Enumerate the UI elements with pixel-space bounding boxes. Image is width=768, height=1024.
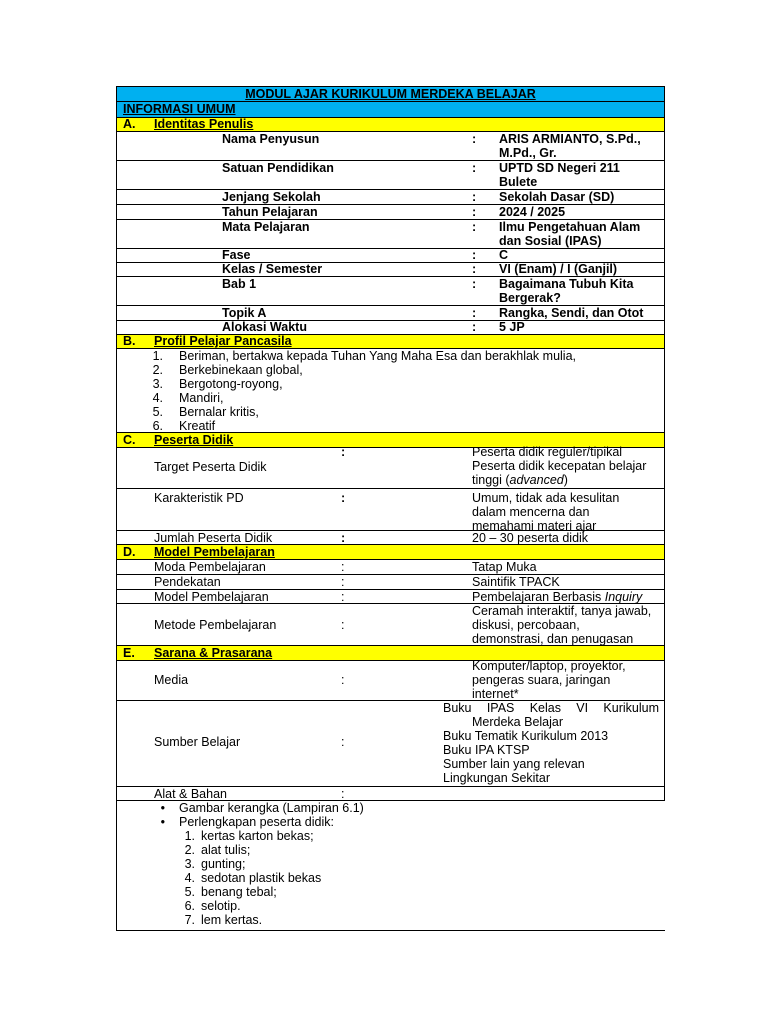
section-e-heading: Sarana & Prasarana — [154, 646, 273, 660]
bullet-icon: • — [160, 815, 165, 829]
list-item — [117, 377, 664, 391]
identity-value-line: 2024 / 2025 — [499, 205, 566, 219]
sumber-row — [116, 701, 665, 787]
list-text: alat tulis; — [201, 843, 251, 857]
list-number: 5. — [184, 885, 195, 899]
section-b-header — [116, 335, 665, 349]
colon: : — [472, 306, 477, 320]
list-text: benang tebal; — [201, 885, 277, 899]
bullet-item — [117, 801, 665, 815]
moda-row — [116, 560, 665, 575]
sumber-value-line: Buku IPAS Kelas VI Kurikulum — [443, 701, 659, 715]
list-number: 7. — [184, 913, 195, 927]
identity-value-line: Ilmu Pengetahuan Alam — [499, 220, 641, 234]
identity-row — [116, 132, 665, 161]
karakteristik-row — [116, 489, 665, 531]
target-value-line: Peserta didik reguler/tipikal — [472, 445, 623, 459]
identity-row — [116, 190, 665, 205]
list-item — [117, 349, 664, 363]
identity-label: Topik A — [222, 306, 267, 320]
section-a-heading: Identitas Penulis — [154, 117, 254, 131]
colon: : — [472, 320, 477, 334]
list-number: 3. — [152, 377, 163, 391]
section-c-heading: Peserta Didik — [154, 433, 234, 447]
colon: : — [472, 277, 477, 291]
colon: : — [472, 161, 477, 175]
colon: : — [341, 673, 345, 687]
list-text: lem kertas. — [201, 913, 263, 927]
media-value-line: pengeras suara, jaringan — [472, 673, 611, 687]
model-row — [116, 590, 665, 604]
bullet-text: Perlengkapan peserta didik: — [179, 815, 334, 829]
target-row — [116, 445, 665, 489]
identity-value-line: Sekolah Dasar (SD) — [499, 190, 615, 204]
alat-list-frame — [116, 801, 665, 931]
list-text: Mandiri, — [179, 391, 224, 405]
section-d-heading: Model Pembelajaran — [154, 545, 275, 559]
pendekatan-value: Saintifik TPACK — [472, 575, 560, 589]
identity-label: Tahun Pelajaran — [222, 205, 318, 219]
metode-row — [116, 604, 665, 646]
list-item — [117, 405, 664, 419]
identity-row — [116, 205, 665, 220]
colon: : — [472, 262, 477, 276]
list-number: 6. — [184, 899, 195, 913]
informasi-umum-label: INFORMASI UMUM — [123, 102, 236, 116]
karakteristik-value-line: Umum, tidak ada kesulitan — [472, 491, 620, 505]
identity-row — [116, 249, 665, 263]
list-number: 2. — [152, 363, 163, 377]
list-number: 4. — [184, 871, 195, 885]
list-text: gunting; — [201, 857, 246, 871]
list-item — [117, 829, 665, 843]
identity-value-line: UPTD SD Negeri 211 — [499, 161, 620, 175]
list-item — [117, 843, 665, 857]
identity-row — [116, 220, 665, 249]
list-text: Bergotong-royong, — [179, 377, 283, 391]
jumlah-row — [116, 531, 665, 545]
section-b-letter: B. — [123, 334, 136, 348]
colon: : — [341, 560, 345, 574]
identity-label: Alokasi Waktu — [222, 320, 307, 334]
colon: : — [472, 205, 477, 219]
identity-value-line: 5 JP — [499, 320, 525, 334]
media-value-line: internet* — [472, 687, 519, 701]
list-item — [117, 857, 665, 871]
sumber-value-line: Buku Tematik Kurikulum 2013 — [443, 729, 609, 743]
section-d-header — [116, 545, 665, 560]
identity-label: Nama Penyusun — [222, 132, 320, 146]
list-text: Bernalar kritis, — [179, 405, 259, 419]
list-text: sedotan plastik bekas — [201, 871, 322, 885]
identity-label: Bab 1 — [222, 277, 257, 291]
section-a-header — [116, 118, 665, 132]
karakteristik-label: Karakteristik PD — [154, 491, 244, 505]
media-label: Media — [154, 673, 189, 687]
moda-value: Tatap Muka — [472, 560, 537, 574]
colon: : — [341, 531, 346, 545]
section-b-heading: Profil Pelajar Pancasila — [154, 334, 292, 348]
metode-value-line: Ceramah interaktif, tanya jawab, — [472, 604, 652, 618]
list-number: 1. — [184, 829, 195, 843]
pendekatan-row — [116, 575, 665, 590]
list-item — [117, 913, 665, 927]
identity-row — [116, 161, 665, 190]
bullet-icon: • — [160, 801, 165, 815]
alat-row — [116, 787, 665, 801]
list-number: 6. — [152, 419, 163, 433]
list-text: Berkebinekaan global, — [179, 363, 303, 377]
colon: : — [341, 445, 346, 459]
profil-list — [116, 349, 665, 433]
colon: : — [341, 491, 346, 505]
identity-value-line: C — [499, 248, 509, 262]
identity-value-line: Rangka, Sendi, dan Otot — [499, 306, 644, 320]
target-label: Target Peserta Didik — [154, 460, 267, 474]
list-number: 4. — [152, 391, 163, 405]
identity-value-line: M.Pd., Gr. — [499, 146, 557, 160]
sumber-label: Sumber Belajar — [154, 735, 241, 749]
list-item — [117, 363, 664, 377]
section-e-letter: E. — [123, 646, 135, 660]
module-title: MODUL AJAR KURIKULUM MERDEKA BELAJAR — [245, 87, 536, 101]
model-value: Pembelajaran Berbasis Inquiry — [472, 590, 643, 604]
metode-label: Metode Pembelajaran — [154, 618, 277, 632]
list-item — [117, 871, 665, 885]
list-number: 5. — [152, 405, 163, 419]
list-text: Beriman, bertakwa kepada Tuhan Yang Maha Esa dan berakhlak mulia, — [179, 349, 577, 363]
moda-label: Moda Pembelajaran — [154, 560, 266, 574]
identity-value-line: dan Sosial (IPAS) — [499, 234, 602, 248]
sumber-value-line: Buku IPA KTSP — [443, 743, 530, 757]
jumlah-value: 20 – 30 peserta didik — [472, 531, 589, 545]
identity-label: Jenjang Sekolah — [222, 190, 321, 204]
section-a-letter: A. — [123, 117, 136, 131]
sumber-value-line: Merdeka Belajar — [472, 715, 564, 729]
section-d-letter: D. — [123, 545, 136, 559]
colon: : — [472, 132, 477, 146]
colon: : — [341, 590, 345, 604]
colon: : — [472, 190, 477, 204]
colon: : — [341, 735, 345, 749]
identity-row — [116, 277, 665, 306]
karakteristik-value-line: memahami materi ajar — [472, 519, 597, 533]
colon: : — [341, 618, 345, 632]
alat-label: Alat & Bahan — [154, 787, 227, 801]
list-item — [117, 419, 664, 433]
title-row — [116, 86, 665, 102]
colon: : — [472, 220, 477, 234]
identity-row — [116, 306, 665, 321]
list-item — [117, 391, 664, 405]
sumber-value-line: Sumber lain yang relevan — [443, 757, 585, 771]
list-item — [117, 899, 665, 913]
list-number: 2. — [184, 843, 195, 857]
identity-label: Mata Pelajaran — [222, 220, 310, 234]
metode-value-line: demonstrasi, dan penugasan — [472, 632, 634, 646]
list-text: selotip. — [201, 899, 241, 913]
identity-value-line: Bergerak? — [499, 291, 561, 305]
colon: : — [341, 575, 345, 589]
module-document — [116, 86, 665, 931]
colon: : — [472, 248, 477, 262]
identity-value-line: VI (Enam) / I (Ganjil) — [499, 262, 618, 276]
karakteristik-value-line: dalam mencerna dan — [472, 505, 590, 519]
list-text: Kreatif — [179, 419, 216, 433]
bullet-item — [117, 815, 665, 829]
bullet-text: Gambar kerangka (Lampiran 6.1) — [179, 801, 364, 815]
identity-label: Fase — [222, 248, 251, 262]
jumlah-label: Jumlah Peserta Didik — [154, 531, 273, 545]
pendekatan-label: Pendekatan — [154, 575, 221, 589]
section-c-letter: C. — [123, 433, 136, 447]
list-item — [117, 885, 665, 899]
section-informasi-umum — [116, 102, 665, 118]
list-number: 1. — [152, 349, 163, 363]
identity-value-line: ARIS ARMIANTO, S.Pd., — [499, 132, 641, 146]
identity-value-line: Bagaimana Tubuh Kita — [499, 277, 634, 291]
list-number: 3. — [184, 857, 195, 871]
sumber-value-line: Lingkungan Sekitar — [443, 771, 551, 785]
list-text: kertas karton bekas; — [201, 829, 314, 843]
identity-row — [116, 321, 665, 335]
model-label: Model Pembelajaran — [154, 590, 269, 604]
identity-label: Satuan Pendidikan — [222, 161, 334, 175]
identity-row — [116, 263, 665, 277]
media-row — [116, 661, 665, 701]
metode-value-line: diskusi, percobaan, — [472, 618, 580, 632]
target-value-line: Peserta didik kecepatan belajar — [472, 459, 647, 473]
target-value-line: tinggi (advanced) — [472, 473, 568, 487]
media-value-line: Komputer/laptop, proyektor, — [472, 659, 626, 673]
colon: : — [341, 787, 345, 801]
alat-list — [116, 801, 665, 931]
identity-value-line: Bulete — [499, 175, 538, 189]
identity-label: Kelas / Semester — [222, 262, 323, 276]
